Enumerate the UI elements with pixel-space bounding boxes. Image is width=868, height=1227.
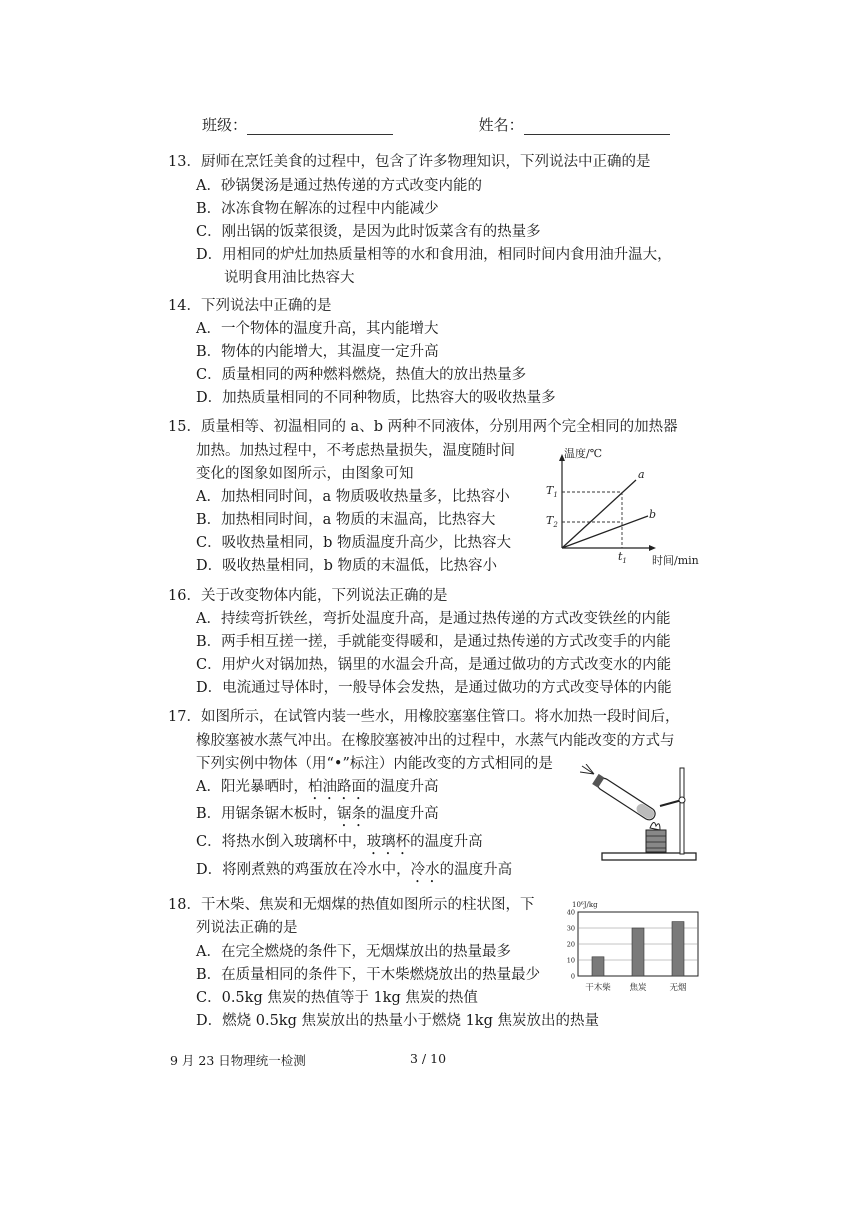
footer-page-number: 3 / 10: [410, 1051, 447, 1066]
q14-option-b: B．物体的内能增大，其温度一定升高: [196, 344, 439, 360]
q15-stem-cont1: 加热。加热过程中，不考虑热量损失，温度随时间: [196, 443, 515, 459]
q14-option-d: D．加热质量相同的不同种物质，比热容大的吸收热量多: [196, 390, 556, 406]
name-blank[interactable]: [524, 118, 670, 135]
q16-option-d: D．电流通过导体时，一般导体会发热，是通过做功的方式改变导体的内能: [196, 680, 672, 696]
chart-y-tick-label: 30: [566, 924, 575, 933]
q15-stem-cont2: 变化的图象如图所示，由图象可知: [196, 466, 414, 482]
test-tube: [592, 774, 657, 822]
q17-option-c: C．将热水倒入玻璃杯中，玻璃杯的温度升高: [196, 834, 483, 850]
q18-stem-cont: 列说法正确的是: [196, 920, 298, 936]
graph-label-a: a: [638, 468, 645, 481]
q14-option-c: C．质量相同的两种燃料燃烧，热值大的放出热量多: [196, 367, 527, 383]
name-label: 姓名：: [478, 116, 524, 134]
q15-option-a: A．加热相同时间，a 物质吸收热量多，比热容小: [196, 489, 510, 505]
chart-category-label: 无烟: [669, 983, 687, 993]
graph-label-b: b: [649, 508, 657, 521]
chart-category-label: 焦炭: [629, 983, 647, 993]
test-tube-apparatus-illustration: [580, 764, 702, 864]
chart-y-tick-label: 20: [566, 940, 575, 949]
q14-stem: 14．下列说法中正确的是: [168, 298, 332, 314]
q15-option-b: B．加热相同时间，a 物质的末温高，比热容大: [196, 512, 496, 528]
graph-line-b: [562, 516, 648, 548]
clamp-knob: [679, 797, 685, 803]
q13-option-a: A．砂锅煲汤是通过热传递的方式改变内能的: [196, 178, 482, 194]
q13-option-d: D．用相同的炉灶加热质量相等的水和食用油，相同时间内食用油升温大，: [196, 247, 672, 263]
graph-y-label: 温度/℃: [564, 448, 603, 460]
q16-option-c: C．用炉火对锅加热，锅里的水温会升高，是通过做功的方式改变水的内能: [196, 657, 672, 673]
class-label: 班级：: [202, 116, 248, 134]
chart-y-tick-label: 0: [570, 972, 575, 981]
q17-stem: 17．如图所示，在试管内装一些水，用橡胶塞塞住管口。将水加热一段时间后，: [168, 709, 680, 725]
chart-y-tick-label: 10: [566, 956, 575, 965]
graph-x-label: 时间/min: [652, 554, 699, 567]
steam-lines: [580, 764, 594, 774]
graph-x-arrow: [649, 545, 656, 551]
q16-option-a: A．持续弯折铁丝，弯折处温度升高，是通过热传递的方式改变铁丝的内能: [196, 611, 671, 627]
graph-T2-label: $T_2$: [546, 514, 558, 529]
q18-option-b: B．在质量相同的条件下，干木柴燃烧放出的热量最少: [196, 967, 541, 983]
q16-stem: 16．关于改变物体内能，下列说法正确的是: [168, 588, 448, 604]
q18-stem: 18．干木柴、焦炭和无烟煤的热值如图所示的柱状图，下: [168, 897, 535, 913]
flame: [650, 822, 660, 830]
class-blank[interactable]: [247, 118, 393, 135]
chart-bar: [632, 928, 644, 976]
footer-exam-name: 9 月 23 日物理统一检测: [170, 1053, 306, 1068]
q15-option-d: D．吸收热量相同，b 物质的末温低，比热容小: [196, 558, 498, 574]
q18-option-d: D．燃烧 0.5kg 焦炭放出的热量小于燃烧 1kg 焦炭放出的热量: [196, 1013, 599, 1029]
q13-option-b: B．冰冻食物在解冻的过程中内能减少: [196, 201, 439, 217]
q15-stem: 15．质量相等、初温相同的 a、b 两种不同液体，分别用两个完全相同的加热器: [168, 419, 678, 435]
q13-option-c: C．刚出锅的饭菜很烫，是因为此时饭菜含有的热量多: [196, 224, 541, 240]
chart-category-label: 干木柴: [585, 983, 611, 993]
temperature-time-graph: [540, 448, 712, 572]
heat-value-bar-chart: [560, 898, 702, 998]
q13-option-d-cont: 说明食用油比热容大: [224, 270, 355, 286]
q15-option-c: C．吸收热量相同，b 物质温度升高少，比热容大: [196, 535, 511, 551]
chart-bar: [592, 957, 604, 976]
stand-rod: [680, 768, 684, 854]
chart-y-tick-label: 40: [566, 908, 575, 917]
alcohol-lamp: [646, 830, 666, 852]
q18-option-a: A．在完全燃烧的条件下，无烟煤放出的热量最多: [196, 944, 511, 960]
chart-bar: [672, 922, 684, 976]
graph-line-a: [562, 480, 636, 548]
q18-option-c: C．0.5kg 焦炭的热值等于 1kg 焦炭的热值: [196, 990, 478, 1006]
q17-option-d: D．将刚煮熟的鸡蛋放在冷水中，冷水的温度升高: [196, 862, 513, 878]
header: [202, 114, 670, 135]
q13-stem: 13．厨师在烹饪美食的过程中，包含了许多物理知识，下列说法中正确的是: [168, 154, 651, 170]
chart-unit-label: 10⁶J/kg: [572, 901, 598, 909]
q14-option-a: A．一个物体的温度升高，其内能增大: [196, 321, 439, 337]
q17-stem-cont2: 下列实例中物体（用“•”标注）内能改变的方式相同的是: [196, 756, 553, 772]
graph-t1-label: $t_1$: [618, 550, 627, 565]
graph-T1-label: $T_1$: [546, 484, 558, 499]
q17-option-a: A．阳光暴晒时，柏油路面的温度升高: [196, 779, 439, 795]
q16-option-b: B．两手相互搓一搓，手就能变得暖和，是通过热传递的方式改变手的内能: [196, 634, 671, 650]
q17-stem-cont1: 橡胶塞被水蒸气冲出。在橡胶塞被冲出的过程中，水蒸气内能改变的方式与: [196, 733, 675, 749]
q17-option-b: B．用锯条锯木板时，锯条的温度升高: [196, 806, 439, 822]
